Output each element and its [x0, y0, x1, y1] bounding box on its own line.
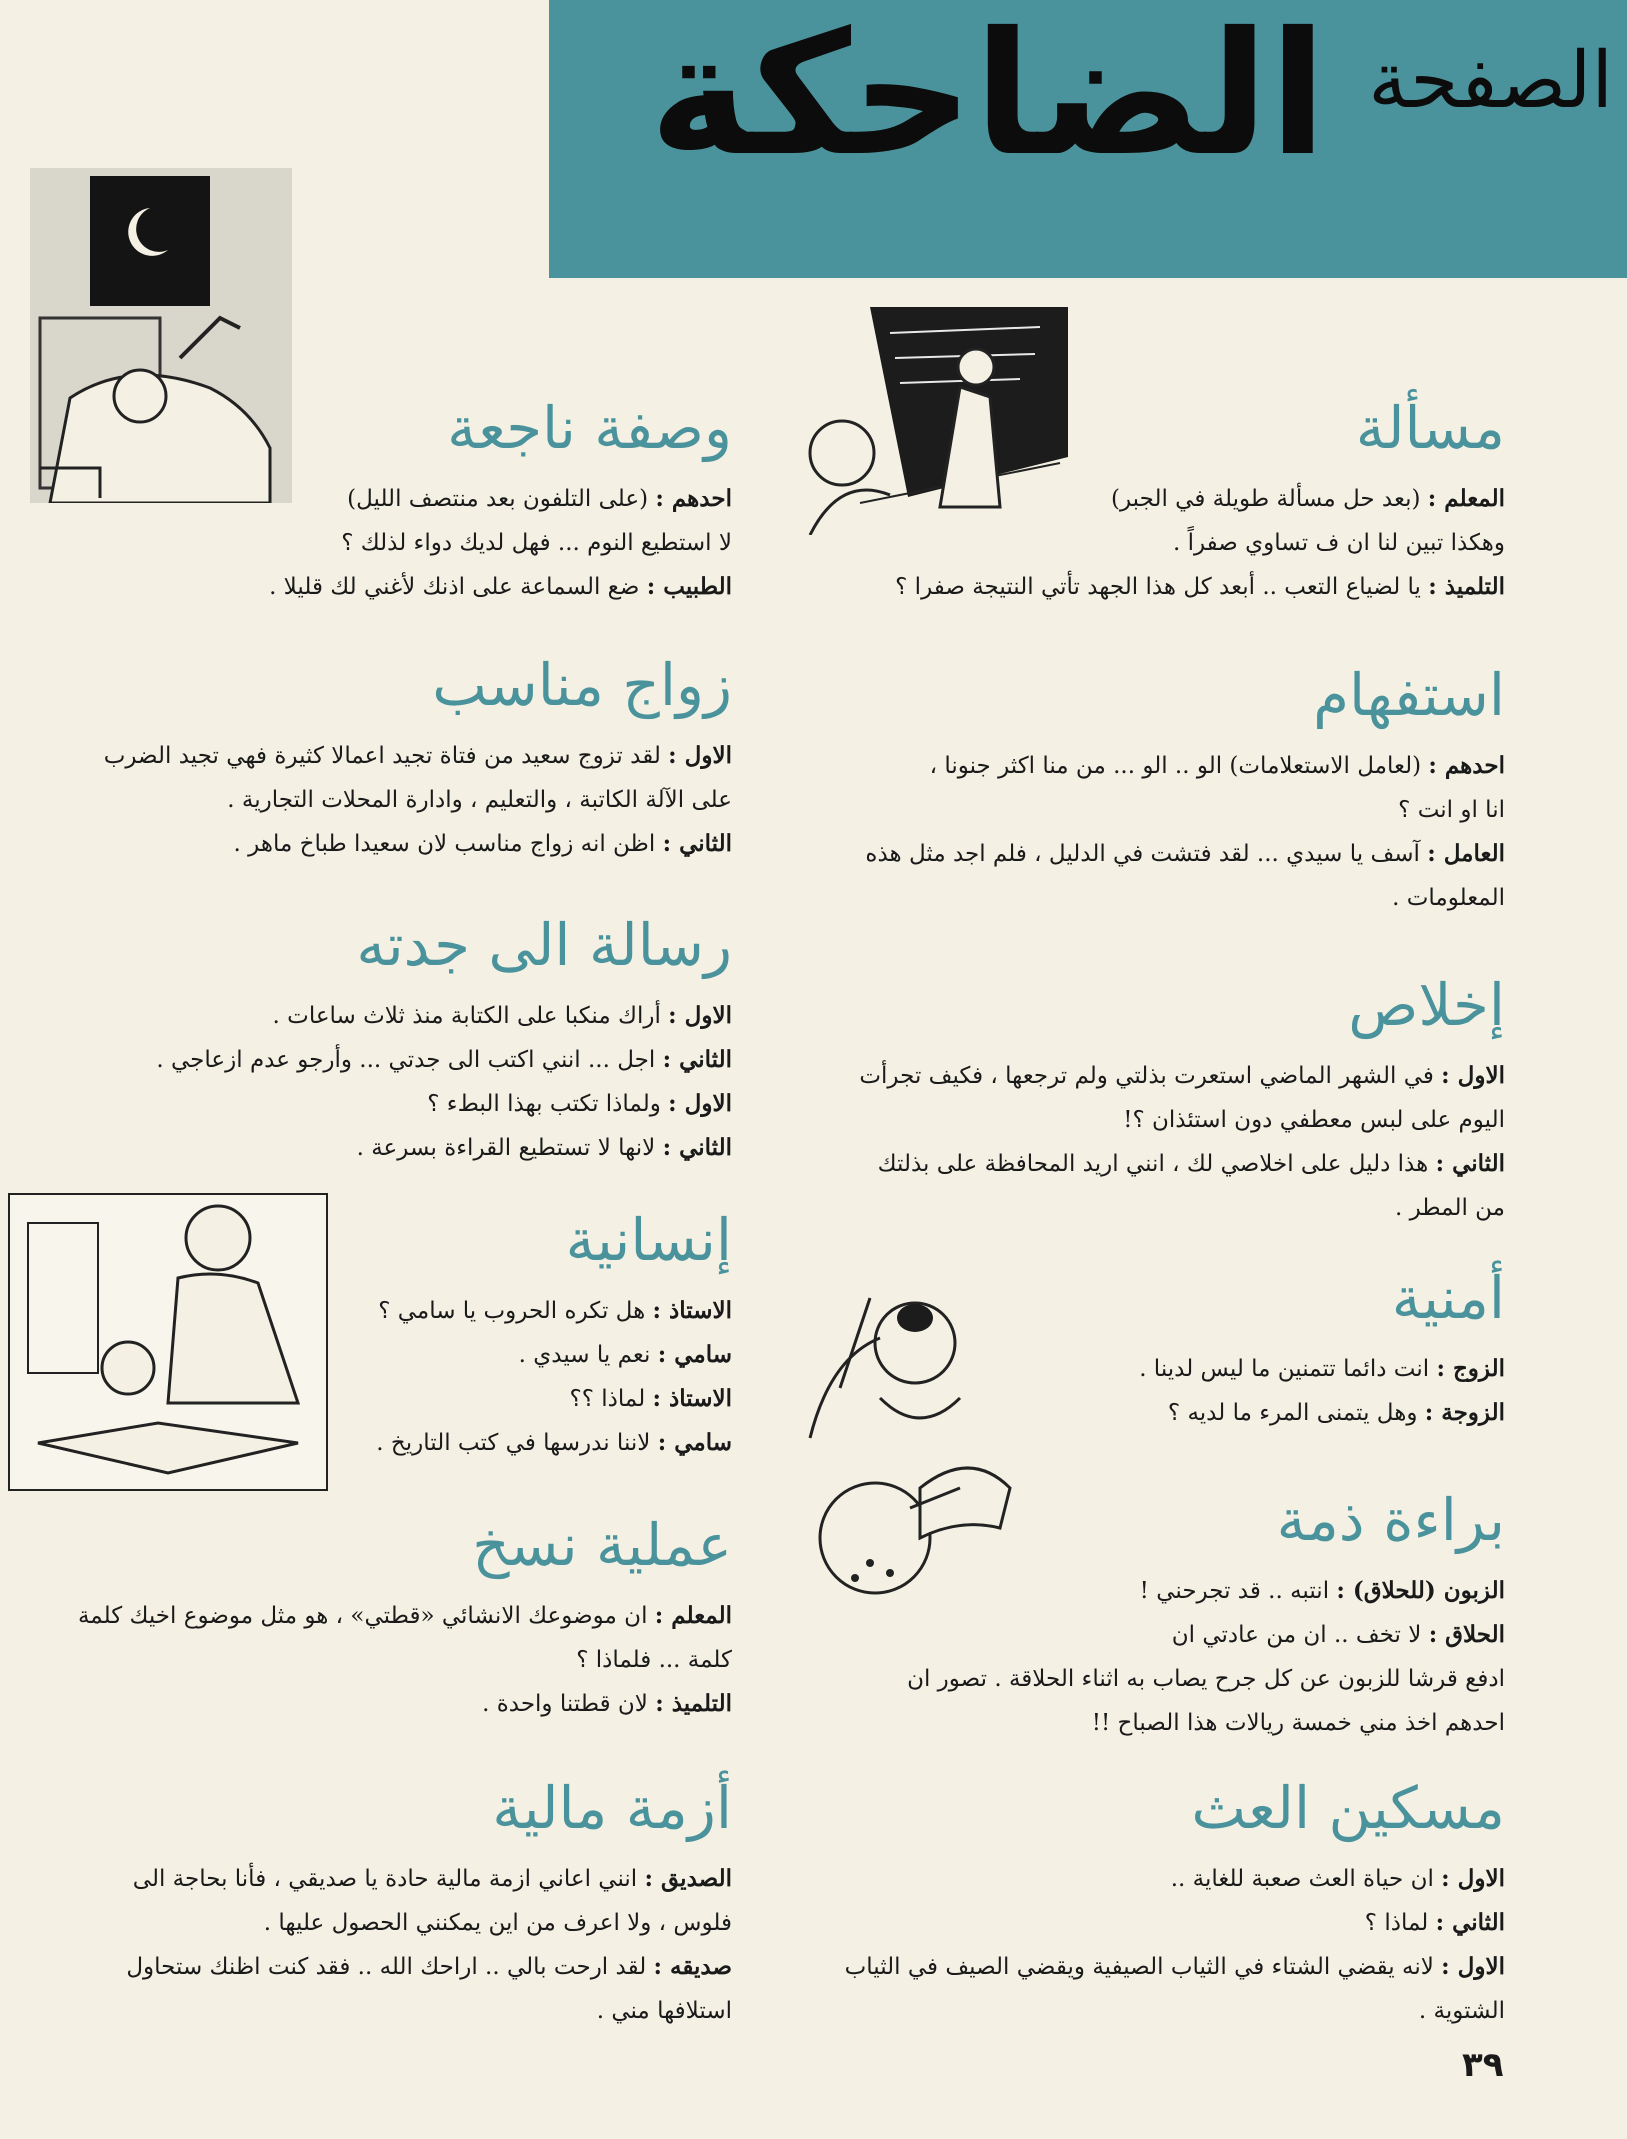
dialogue-line	[342, 1289, 732, 1333]
dialogue-line	[12, 1682, 732, 1726]
dialogue-line	[825, 565, 1505, 609]
line-text: اليوم على لبس معطفي دون استئذان ؟!	[1123, 1106, 1505, 1133]
line-text: يا لضياع التعب .. أبعد كل هذا الجهد تأتي النتيجة صفرا ؟	[895, 573, 1429, 600]
speaker-label: احدهم :	[1428, 751, 1505, 779]
joke-risala-ila-jaddatihi	[32, 911, 732, 1170]
dialogue-line	[32, 1126, 732, 1170]
speaker-label: الاول :	[668, 741, 732, 769]
line-text: (على التلفون بعد منتصف الليل)	[347, 485, 656, 512]
speaker-label: التلميذ :	[655, 1689, 732, 1717]
section-title: رسالة الى جدته	[356, 911, 732, 979]
line-text: لماذا ؟؟	[569, 1385, 653, 1412]
line-text: لانه يقضي الشتاء في الثياب الصيفية ويقضي الصيف في الثياب	[844, 1953, 1442, 1980]
speaker-label: الزوج :	[1436, 1354, 1505, 1382]
line-text: هذا دليل على اخلاصي لك ، انني اريد المحافظة على بذلتك	[877, 1150, 1436, 1177]
speaker-label: الثاني :	[1435, 1908, 1505, 1936]
joke-ikhlas	[705, 971, 1505, 1230]
speaker-label: الاول :	[1441, 1061, 1505, 1089]
line-text: وهل يتمنى المرء ما لديه ؟	[1167, 1399, 1425, 1426]
line-text: نعم يا سيدي .	[518, 1341, 658, 1368]
dialogue-line	[132, 521, 732, 565]
line-text: (بعد حل مسألة طويلة في الجبر)	[1111, 485, 1428, 512]
line-text: لماذا ؟	[1364, 1909, 1436, 1936]
joke-istifham	[705, 661, 1505, 920]
line-text: لا استطيع النوم ... فهل لديك دواء لذلك ؟	[341, 529, 732, 556]
dialogue-line	[12, 734, 732, 778]
dialogue-line	[32, 1038, 732, 1082]
dialogue-line	[705, 1701, 1505, 1745]
speaker-label: المعلم :	[654, 1601, 732, 1629]
line-text: الشتوية .	[1418, 1997, 1505, 2024]
joke-zawaj-munasib	[12, 651, 732, 866]
speaker-label: الاول :	[668, 1001, 732, 1029]
illustration-teacher-student-book	[8, 1193, 328, 1491]
line-text: المعلومات .	[1392, 884, 1505, 911]
line-text: فلوس ، ولا اعرف من اين يمكنني الحصول عليها .	[263, 1909, 732, 1936]
dialogue-line	[705, 1657, 1505, 1701]
dialogue-line	[705, 1186, 1505, 1230]
line-text: آسف يا سيدي ... لقد فتشت في الدليل ، فلم اجد مثل هذه	[865, 840, 1428, 867]
section-title: إخلاص	[1348, 971, 1505, 1039]
dialogue-line	[132, 565, 732, 609]
speaker-label: الثاني :	[662, 829, 732, 857]
section-title: مسكين العث	[1191, 1774, 1505, 1842]
line-text: ان موضوعك الانشائي «قطتي» ، هو مثل موضوع اخيك كلمة	[77, 1602, 655, 1629]
section-title: براءة ذمة	[1276, 1486, 1505, 1554]
joke-masala	[825, 394, 1505, 609]
speaker-label: الطبيب :	[646, 572, 732, 600]
dialogue-line	[12, 1594, 732, 1638]
speaker-label: الحلاق :	[1428, 1620, 1505, 1648]
speaker-label: الثاني :	[662, 1133, 732, 1161]
line-text: في الشهر الماضي استعرت بذلتي ولم ترجعها ، فكيف تجرأت	[859, 1062, 1442, 1089]
dialogue-line	[12, 822, 732, 866]
dialogue-line	[12, 1901, 732, 1945]
speaker-label: المعلم :	[1427, 484, 1505, 512]
line-text: أراك منكبا على الكتابة منذ ثلاث ساعات .	[272, 1002, 669, 1029]
dialogue-line	[705, 1857, 1505, 1901]
dialogue-line	[342, 1421, 732, 1465]
line-text: لقد ارحت بالي .. اراحك الله .. فقد كنت اظنك ستحاول	[126, 1953, 654, 1980]
section-title: أمنية	[1391, 1264, 1505, 1332]
line-text: لاننا ندرسها في كتب التاريخ .	[376, 1429, 658, 1456]
line-text: احدهم اخذ مني خمسة ريالات هذا الصباح !!	[1091, 1709, 1505, 1736]
line-text: ضع السماعة على اذنك لأغني لك قليلا .	[269, 573, 647, 600]
line-text: (لعامل الاستعلامات) الو .. الو ... من منا اكثر جنونا ،	[929, 752, 1429, 779]
joke-wasfa-najia	[132, 394, 732, 609]
line-text: انت دائما تتمنين ما ليس لدينا .	[1139, 1355, 1437, 1382]
page-number: ٣٩	[1462, 2045, 1504, 2085]
speaker-label: الاول :	[1441, 1952, 1505, 1980]
line-text: كلمة ... فلماذا ؟	[576, 1646, 732, 1673]
dialogue-line	[705, 1142, 1505, 1186]
dialogue-line	[705, 876, 1505, 920]
dialogue-line	[132, 477, 732, 521]
line-text: لانها لا تستطيع القراءة بسرعة .	[356, 1134, 663, 1161]
line-text: ولماذا تكتب بهذا البطء ؟	[427, 1090, 669, 1117]
line-text: ان حياة العث صعبة للغاية ..	[1170, 1865, 1442, 1892]
line-text: هل تكره الحروب يا سامي ؟	[378, 1297, 653, 1324]
speaker-label: سامي :	[657, 1340, 732, 1368]
dialogue-line	[342, 1333, 732, 1377]
dialogue-line	[32, 1082, 732, 1126]
section-title: أزمة مالية	[492, 1774, 732, 1842]
line-text: من المطر .	[1394, 1194, 1505, 1221]
dialogue-line	[705, 1989, 1505, 2033]
dialogue-line	[12, 1945, 732, 1989]
speaker-label: الثاني :	[662, 1045, 732, 1073]
section-title: وصفة ناجعة	[447, 394, 732, 462]
dialogue-line	[825, 521, 1505, 565]
dialogue-line	[705, 1945, 1505, 1989]
section-title: زواج مناسب	[432, 651, 732, 719]
line-text: انا او انت ؟	[1398, 796, 1505, 823]
speaker-label: الزبون (للحلاق) :	[1336, 1576, 1505, 1604]
joke-amaliyyat-naskh	[12, 1511, 732, 1726]
speaker-label: الاستاذ :	[652, 1384, 732, 1412]
line-text: لان قطتنا واحدة .	[482, 1690, 656, 1717]
section-title: إنسانية	[565, 1206, 732, 1274]
speaker-label: الاول :	[1441, 1864, 1505, 1892]
dialogue-line	[865, 1347, 1505, 1391]
speaker-label: التلميذ :	[1428, 572, 1505, 600]
dialogue-line	[705, 1054, 1505, 1098]
dialogue-line	[705, 1901, 1505, 1945]
line-text: انني اعاني ازمة مالية حادة يا صديقي ، فأنا بحاجة الى	[132, 1865, 645, 1892]
dialogue-line	[705, 788, 1505, 832]
joke-miskin-al-uth	[705, 1774, 1505, 2033]
dialogue-line	[705, 832, 1505, 876]
speaker-label: احدهم :	[655, 484, 732, 512]
dialogue-line	[12, 778, 732, 822]
joke-baraat-dhimma	[705, 1486, 1505, 1745]
speaker-label: صديقه :	[653, 1952, 732, 1980]
line-text: انتبه .. قد تجرحني !	[1139, 1577, 1337, 1604]
dialogue-line	[705, 1098, 1505, 1142]
line-text: ادفع قرشا للزبون عن كل جرح يصاب به اثناء الحلاقة . تصور ان	[907, 1665, 1505, 1692]
speaker-label: الثاني :	[1435, 1149, 1505, 1177]
banner-main-title: الضاحكة	[649, 0, 1327, 194]
line-text: اظن انه زواج مناسب لان سعيدا طباخ ماهر .	[233, 830, 663, 857]
dialogue-line	[825, 477, 1505, 521]
dialogue-line	[705, 1613, 1505, 1657]
line-text: لا تخف .. ان من عادتي ان	[1171, 1621, 1429, 1648]
speaker-label: العامل :	[1427, 839, 1505, 867]
speaker-label: الزوجة :	[1424, 1398, 1505, 1426]
banner-small-title: الصفحة	[1368, 36, 1613, 126]
line-text: لقد تزوج سعيد من فتاة تجيد اعمالا كثيرة فهي تجيد الضرب	[103, 742, 669, 769]
speaker-label: الاول :	[668, 1089, 732, 1117]
line-text: على الآلة الكاتبة ، والتعليم ، وادارة المحلات التجارية .	[227, 786, 732, 813]
speaker-label: سامي :	[657, 1428, 732, 1456]
section-title: مسألة	[1355, 394, 1505, 462]
line-text: وهكذا تبين لنا ان ف تساوي صفراً .	[1172, 529, 1505, 556]
joke-azma-maliyya	[12, 1774, 732, 2033]
speaker-label: الصديق :	[644, 1864, 732, 1892]
dialogue-line	[12, 1638, 732, 1682]
dialogue-line	[32, 994, 732, 1038]
dialogue-line	[12, 1857, 732, 1901]
dialogue-line	[705, 1569, 1505, 1613]
speaker-label: الاستاذ :	[652, 1296, 732, 1324]
dialogue-line	[342, 1377, 732, 1421]
dialogue-line	[705, 744, 1505, 788]
dialogue-line	[12, 1989, 732, 2033]
line-text: استلافها مني .	[596, 1997, 732, 2024]
joke-insaniyya	[342, 1206, 732, 1465]
header-banner	[549, 0, 1627, 278]
dialogue-line	[865, 1391, 1505, 1435]
section-title: عملية نسخ	[472, 1511, 732, 1579]
joke-umniya	[865, 1264, 1505, 1435]
section-title: استفهام	[1313, 661, 1505, 729]
line-text: اجل ... انني اكتب الى جدتي ... وأرجو عدم ازعاجي .	[156, 1046, 663, 1073]
